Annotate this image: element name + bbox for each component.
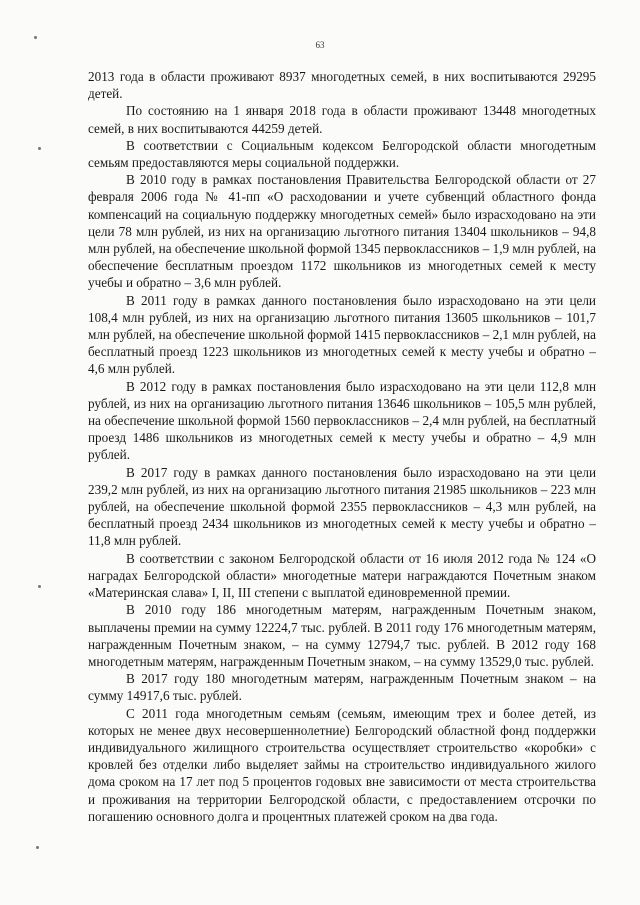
paragraph: В соответствии с Социальным кодексом Белгородской области многодетным семьям предоставляются меры социальной поддержки. [88, 137, 596, 171]
paragraph: В соответствии с законом Белгородской области от 16 июля 2012 года № 124 «О наградах Белгородской области» многодетные матери награждаются Почетным знаком «Материнская слава» I, II, III степени с выплатой единовременной премии. [88, 550, 596, 601]
document-body [88, 68, 596, 825]
scan-speck [34, 36, 37, 39]
paragraph: В 2010 году 186 многодетным матерям, награжденным Почетным знаком, выплачены премии на сумму 12224,7 тыс. рублей. В 2011 году 176 многодетным матерям, награжденным Почетным знаком, – на сумму 12794,7 тыс. рублей. В 2012 году 168 многодетным матерям, награжденным Почетным знаком, – на сумму 13529,0 тыс. рублей. [88, 602, 596, 669]
paragraph: В 2012 году в рамках постановления было израсходовано на эти цели 112,8 млн рублей, из них на организацию льготного питания 13646 школьников – 105,5 млн рублей, на обеспечение школьной формой 1560 первоклассников – 2,4 млн рублей, на бесплатный проезд 1486 школьников из многодетных семей к месту учебы и обратно – 4,9 млн рублей. [88, 378, 596, 463]
scan-speck [38, 147, 41, 150]
page-number: 63 [315, 40, 325, 50]
scan-speck [36, 846, 39, 849]
paragraph: 2013 года в области проживают 8937 многодетных семей, в них воспитываются 29295 детей. [88, 69, 596, 102]
paragraph: В 2017 году 180 многодетным матерям, награжденным Почетным знаком – на сумму 14917,6 тыс. рублей. [88, 671, 596, 704]
paragraph: В 2017 году в рамках данного постановления было израсходовано на эти цели 239,2 млн рублей, из них на организацию льготного питания 21985 школьников – 223 млн рублей, на обеспечение школьной формой 2355 первоклассников – 4,3 млн рублей, на бесплатный проезд 2434 школьников из многодетных семей к месту учебы и обратно – 11,8 млн рублей. [88, 464, 596, 549]
paragraph: С 2011 года многодетным семьям (семьям, имеющим трех и более детей, из которых не менее двух несовершеннолетние) Белгородский областной фонд поддержки индивидуального жилищного строительства осуществляет строительство «коробки» с кровлей без отделки либо выделяет займы на строительство индивидуального жилого дома сроком на 17 лет под 5 процентов годовых вне зависимости от места строительства и проживания на территории Белгородской области, с предоставлением отсрочки по погашению основного долга и процентных платежей сроком на два года. [88, 705, 596, 824]
paragraph: В 2010 году в рамках постановления Правительства Белгородской области от 27 февраля 2006 года № 41-пп «О расходовании и учете субвенций областного фонда компенсаций на социальную поддержку многодетных семей» было израсходовано на эти цели 78 млн рублей, из них на организацию льготного питания 13404 школьников – 94,8 млн рублей, на обеспечение школьной формой 1345 первоклассников – 1,9 млн рублей, на обеспечение бесплатным проездом 1172 школьников из многодетных семей к месту учебы и обратно – 3,6 млн рублей. [88, 172, 596, 291]
paragraph: По состоянию на 1 января 2018 года в области проживают 13448 многодетных семей, в них воспитываются 44259 детей. [88, 103, 596, 136]
scan-speck [38, 585, 41, 588]
paragraph: В 2011 году в рамках данного постановления было израсходовано на эти цели 108,4 млн рублей, из них на организацию льготного питания 13605 школьников – 101,7 млн рублей, на обеспечение школьной формой 1415 первоклассников – 2,1 млн рублей, на бесплатный проезд 1223 школьников из многодетных семей к месту учебы и обратно – 4,6 млн рублей. [88, 292, 596, 377]
